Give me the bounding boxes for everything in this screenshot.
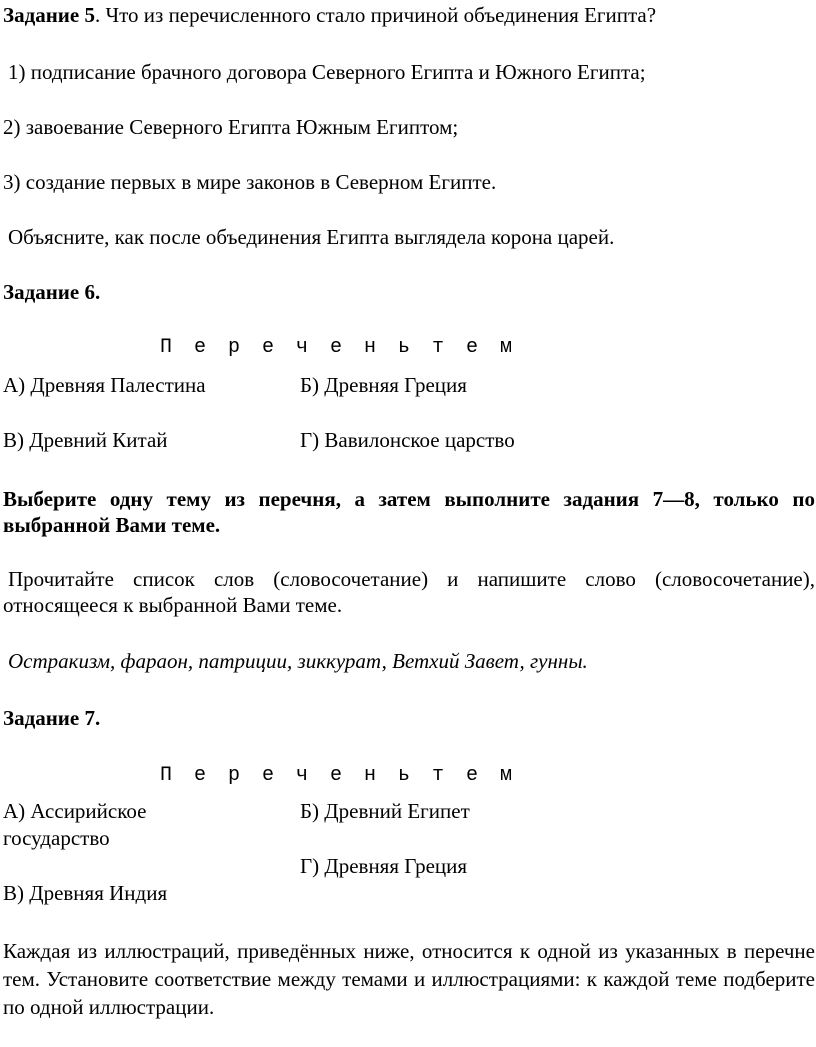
task7-list-heading: П е р е ч е н ь т е м [160,764,518,787]
read-instruction: Прочитайте список слов (словосочетание) и напишите слово (словосочетание), относящееся к выбранной Вами теме. [3,567,815,617]
task6-topic-v: В) Древний Китай [3,428,168,452]
task5-question-text: . Что из перечисленного стало причиной объединения Египта? [94,3,657,27]
task5-explain: Объясните, как после объединения Египта выглядела корона царей. [8,225,615,249]
task5-label: Задание 5 [3,3,95,27]
task7-label: Задание 7. [3,706,101,730]
task5-option-1: 1) подписание брачного договора Северного Египта и Южного Египта; [8,60,646,84]
task5-option-3: 3) создание первых в мире законов в Северном Египте. [3,170,497,194]
task7-topic-v: В) Древняя Индия [3,881,168,905]
task7-topic-a-line1: А) Ассирийское [3,799,147,823]
task6-topic-g: Г) Вавилонское царство [300,428,515,452]
task5-option-2: 2) завоевание Северного Египта Южным Египтом; [3,115,459,139]
task6-topic-b: Б) Древняя Греция [300,373,467,397]
task7-topic-b: Б) Древний Египет [300,799,470,823]
choose-instruction: Выберите одну тему из перечня, а затем выполните задания 7—8, только по выбранной Вами теме. [3,487,815,537]
task6-label: Задание 6. [3,280,101,304]
task7-topic-g: Г) Древняя Греция [300,854,468,878]
task6-topic-a: А) Древняя Палестина [3,373,206,397]
task6-list-heading: П е р е ч е н ь т е м [160,336,518,359]
task7-topic-a-line2: государство [3,826,110,850]
final-instruction: Каждая из иллюстраций, приведённых ниже, относится к одной из указанных в перечне тем. Установите соответствие между темами и иллюстрациями: к каждой теме подберите по одной иллюстрации. [3,939,815,1019]
task5-question [3,2,656,28]
word-list: Остракизм, фараон, патриции, зиккурат, Ветхий Завет, гунны. [8,649,588,673]
